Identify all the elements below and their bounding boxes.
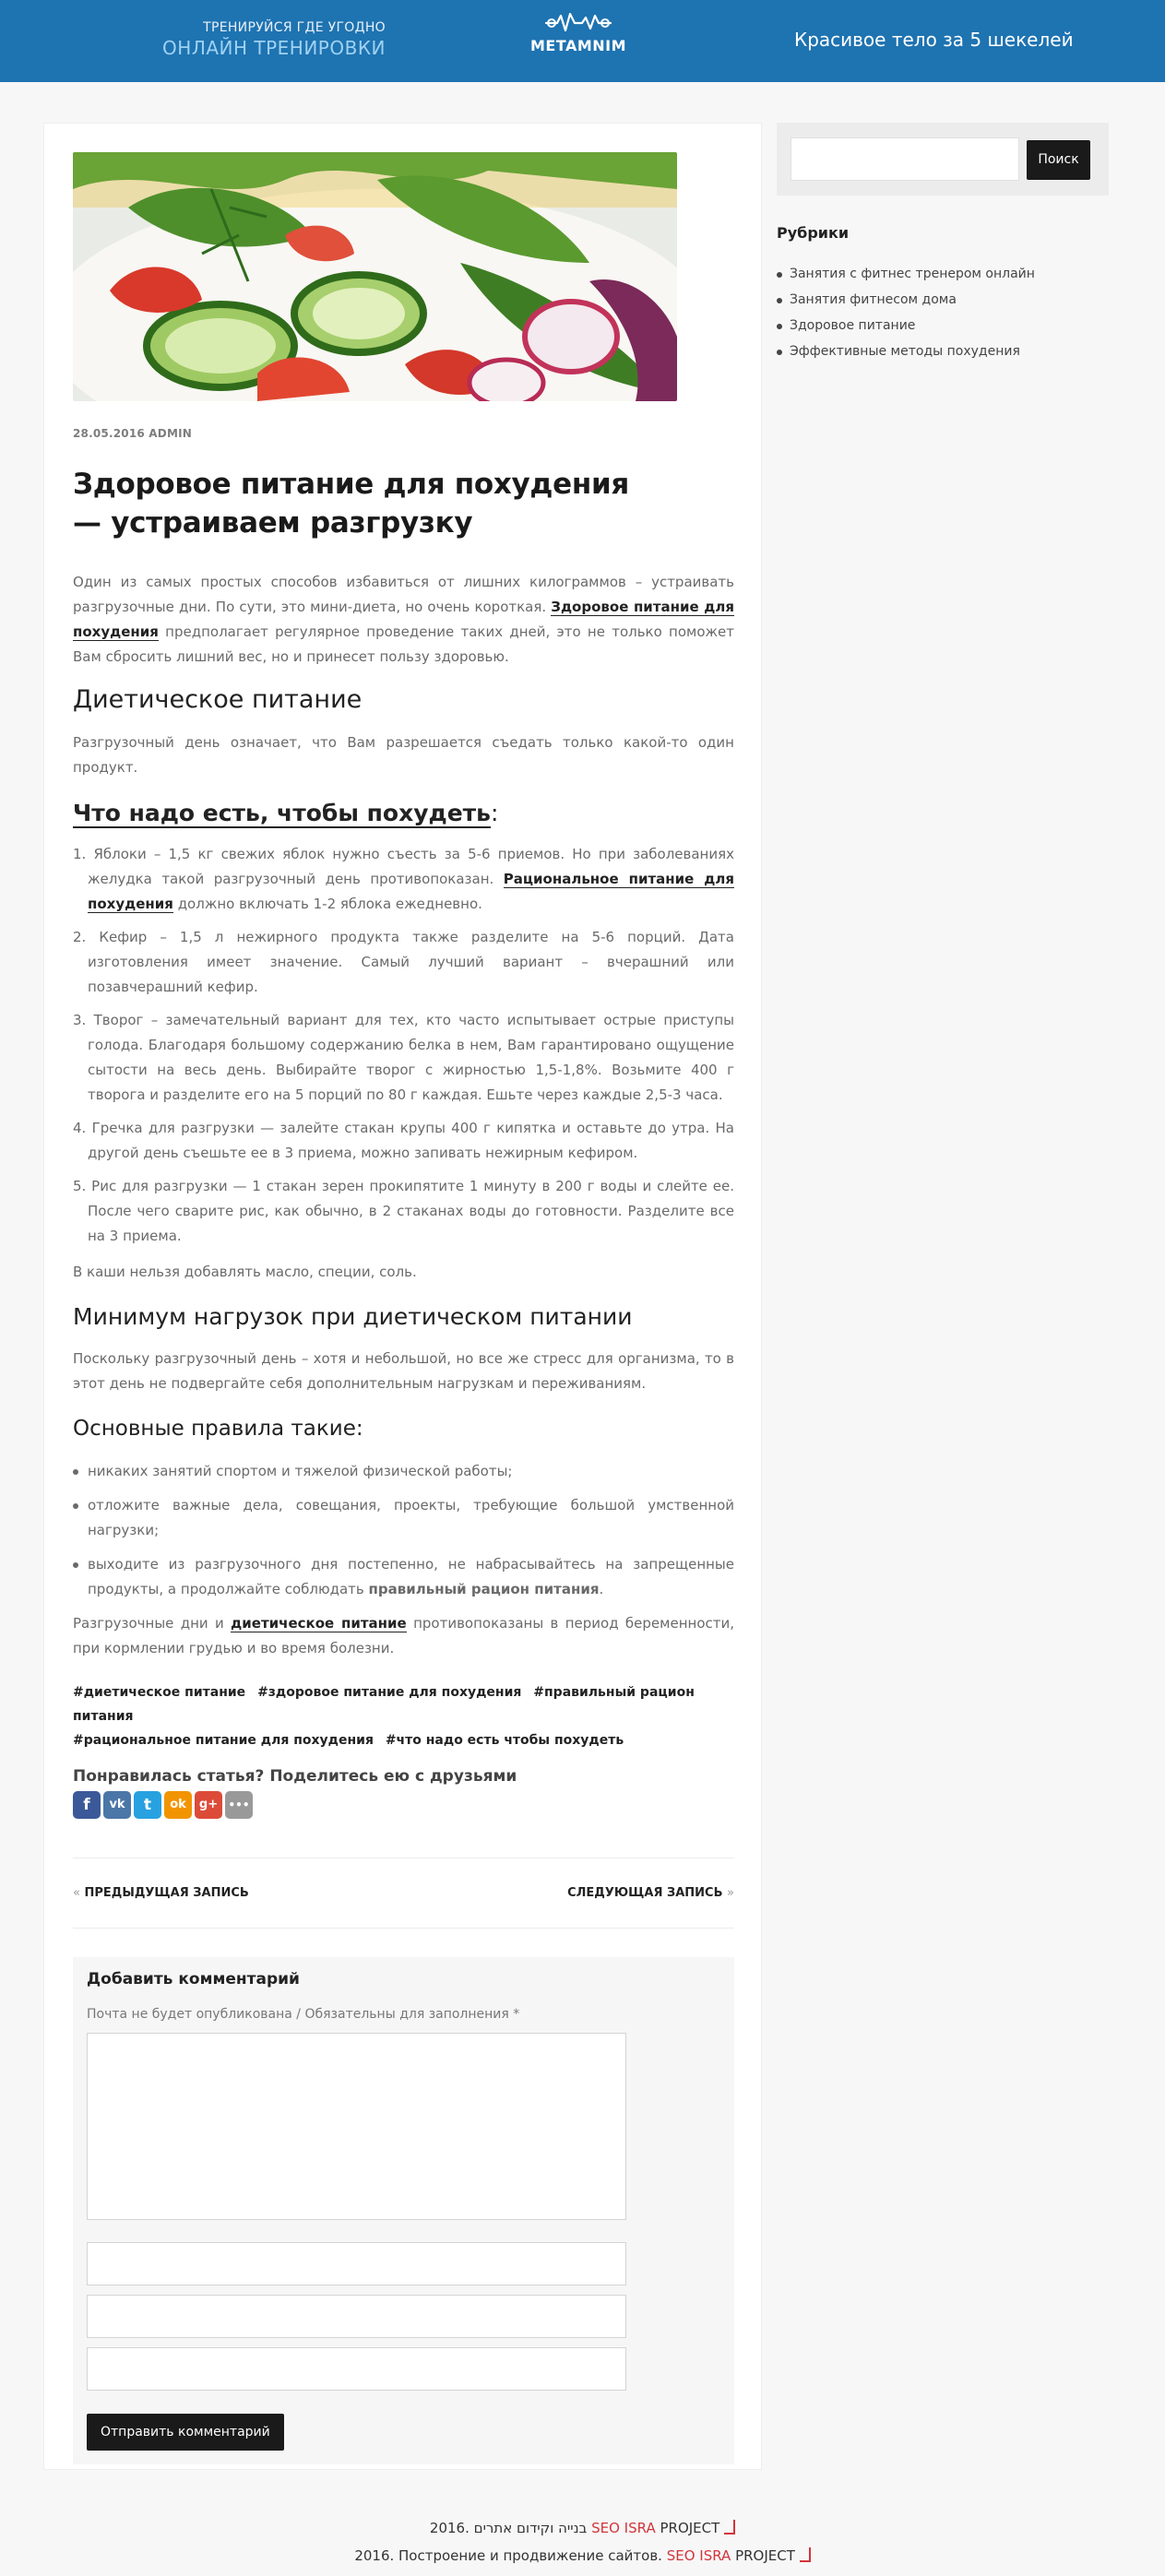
header-slogan: Красивое тело за 5 шекелей (794, 29, 1074, 51)
search-button[interactable]: Поиск (1027, 140, 1090, 180)
what-to-eat-link[interactable]: Что надо есть, чтобы похудеть (73, 800, 491, 826)
intro-text-a: Один из самых простых способов избавиться от лишних килограммов – устраивать разгрузочные дни. По сути, это мини-диета, но очень короткая. (73, 574, 734, 615)
tagline-small: ТРЕНИРУЙСЯ ГДЕ УГОДНО (203, 20, 386, 35)
list-item: 4. Гречка для разгрузки — залейте стакан крупы 400 г кипятка и оставьте до утра. На другой день съешьте ее в 3 приема, можно запивать нежирным кефиром. (73, 1120, 734, 1161)
logo-text: METAMNIM (529, 37, 627, 54)
heartbeat-dumbbell-icon (544, 11, 612, 35)
rubrics-title: Рубрики (777, 224, 850, 242)
tag-link[interactable]: #диетическое питание (73, 1685, 246, 1700)
name-field[interactable] (87, 2242, 626, 2285)
list-item: никаких занятий спортом и тяжелой физической работы; (73, 1459, 734, 1484)
dietary-nutrition-link[interactable]: диетическое питание (231, 1615, 407, 1632)
rational-diet-link[interactable]: Рациональное питание для похудения (88, 871, 734, 912)
comment-form (73, 1957, 734, 2464)
heading-what-to-eat: Что надо есть, чтобы похудеть: (73, 800, 499, 826)
header-tagline (0, 20, 386, 59)
post-title-line1: Здоровое питание для похудения (73, 468, 630, 501)
list-item: выходите из разгрузочного дня постепенно, не набрасывайтесь на запрещенные продукты, а продолжайте соблюдать правильный рацион питания. (73, 1552, 734, 1602)
divider (73, 1928, 734, 1929)
closing-paragraph: Разгрузочные дни и диетическое питание противопоказаны в период беременности, при кормлении грудью и во время болезни. (73, 1615, 734, 1656)
footer-line-russian: 2016. Построение и продвижение сайтов. SEO ISRA PROJECT (0, 2542, 1165, 2570)
heading-rules: Основные правила такие: (73, 1417, 363, 1441)
heading-minimum-load: Минимум нагрузок при диетическом питании (73, 1303, 633, 1330)
list-item: 1. Яблоки – 1,5 кг свежих яблок нужно съесть за 5-6 приемов. Но при заболеваниях желудка такой разгрузочный день противопоказан. Рациональное питание для похудения должно включать 1-2 яблока ежедневно. (73, 846, 734, 912)
post-meta: 28.05.2016 ADMIN (73, 427, 192, 440)
list-item: 3. Творог – замечательный вариант для тех, кто часто испытывает острые приступы голода. Благодаря большому содержанию белка в нем, Вам гарантировано ощущение сытости на весь день. Выбирайте творог с жирностью 1,5-1,8%. Возьмите 400 г творога и разделите его на 5 порций по 80 г каждая. Ешьте через каждые 2,5-3 часа. (73, 1012, 734, 1103)
prev-post-link[interactable]: « ПРЕДЫДУЩАЯ ЗАПИСЬ (73, 1886, 249, 1900)
post-navigation (73, 1886, 734, 1900)
odnoklassniki-icon[interactable]: ok (164, 1791, 192, 1819)
tag-link[interactable]: #здоровое питание для похудения (257, 1685, 522, 1700)
tag-link[interactable]: #правильный рацион питания (73, 1685, 695, 1724)
porridge-paragraph: В каши нельзя добавлять масло, специи, соль. (73, 1264, 417, 1280)
bracket-mark (724, 2520, 735, 2534)
share-title: Понравилась статья? Поделитесь ею с друзьями (73, 1767, 517, 1786)
seo-isra-link[interactable]: SEO ISRA PROJECT (666, 2547, 795, 2564)
tagline-big[interactable]: ОНЛАЙН ТРЕНИРОВКИ (162, 37, 386, 59)
rubric-item[interactable]: Занятия с фитнес тренером онлайн (777, 263, 1035, 289)
next-post-link[interactable]: СЛЕДУЮЩАЯ ЗАПИСЬ » (567, 1886, 734, 1900)
rubric-item[interactable]: Здоровое питание (777, 315, 1035, 340)
diet-paragraph: Разгрузочный день означает, что Вам разрешается съедать только какой-то один продукт. (73, 734, 734, 776)
rubrics-list (777, 263, 1035, 366)
minimum-load-paragraph: Поскольку разгрузочный день – хотя и небольшой, но все же стресс для организма, то в этот день не подвергайте себя дополнительным нагрузкам и переживаниям. (73, 1350, 734, 1392)
search-input[interactable] (791, 137, 1019, 181)
bracket-mark (800, 2547, 811, 2562)
intro-text-b: предполагает регулярное проведение таких дней, это не только поможет Вам сбросить лишний вес, но и принесет пользу здоровью. (73, 623, 734, 665)
post-title (73, 465, 734, 542)
footer-line-hebrew: 2016. בנייה וקידום אתרים SEO ISRA PROJECT (0, 2514, 1165, 2542)
vk-icon[interactable]: vk (103, 1791, 131, 1819)
proper-diet-link[interactable]: правильный рацион питания (368, 1581, 600, 1597)
more-icon[interactable]: ••• (225, 1791, 253, 1819)
intro-link[interactable]: Здоровое питание для похудения (73, 599, 734, 640)
article-content (73, 152, 734, 2464)
post-tags (73, 1680, 734, 1752)
site-header (0, 0, 1165, 82)
seo-isra-link[interactable]: SEO ISRA PROJECT (591, 2520, 720, 2536)
list-item: 2. Кефир – 1,5 л нежирного продукта также разделите на 5-6 порций. Дата изготовления имеет значение. Самый лучший вариант – вчерашний или позавчерашний кефир. (73, 929, 734, 995)
comment-form-title: Добавить комментарий (87, 1970, 300, 1988)
comment-form-note: Почта не будет опубликована / Обязательны для заполнения * (87, 2007, 520, 2022)
site-logo[interactable] (528, 11, 629, 54)
tag-link[interactable]: #что надо есть чтобы похудеть (385, 1733, 624, 1748)
heading-diet: Диетическое питание (73, 685, 363, 714)
rules-list (73, 1459, 734, 1602)
salad-hero-image (73, 152, 677, 401)
rubric-item[interactable]: Эффективные методы похудения (777, 340, 1035, 366)
intro-paragraph (73, 570, 734, 670)
diet-list (73, 842, 734, 1249)
googleplus-icon[interactable]: g+ (195, 1791, 222, 1819)
site-footer (0, 2514, 1165, 2570)
rubric-item[interactable]: Занятия фитнесом дома (777, 289, 1035, 315)
list-item: 5. Рис для разгрузки — 1 стакан зерен прокипятите 1 минуту в 200 г воды и слейте ее. После чего сварите рис, как обычно, в 2 стаканах воды до готовности. Разделите все на 3 приема. (73, 1178, 734, 1244)
article-card (43, 123, 762, 2470)
comment-textarea[interactable] (87, 2033, 626, 2220)
tag-link[interactable]: #рациональное питание для похудения (73, 1733, 374, 1748)
website-field[interactable] (87, 2347, 626, 2391)
submit-comment-button[interactable]: Отправить комментарий (87, 2414, 284, 2451)
list-item: отложите важные дела, совещания, проекты, требующие большой умственной нагрузки; (73, 1493, 734, 1543)
share-buttons (73, 1791, 734, 1819)
search-widget (777, 123, 1109, 196)
facebook-icon[interactable]: f (73, 1791, 101, 1819)
post-title-line2: — устраиваем разгрузку (73, 506, 473, 540)
email-field[interactable] (87, 2295, 626, 2338)
twitter-icon[interactable]: t (134, 1791, 161, 1819)
